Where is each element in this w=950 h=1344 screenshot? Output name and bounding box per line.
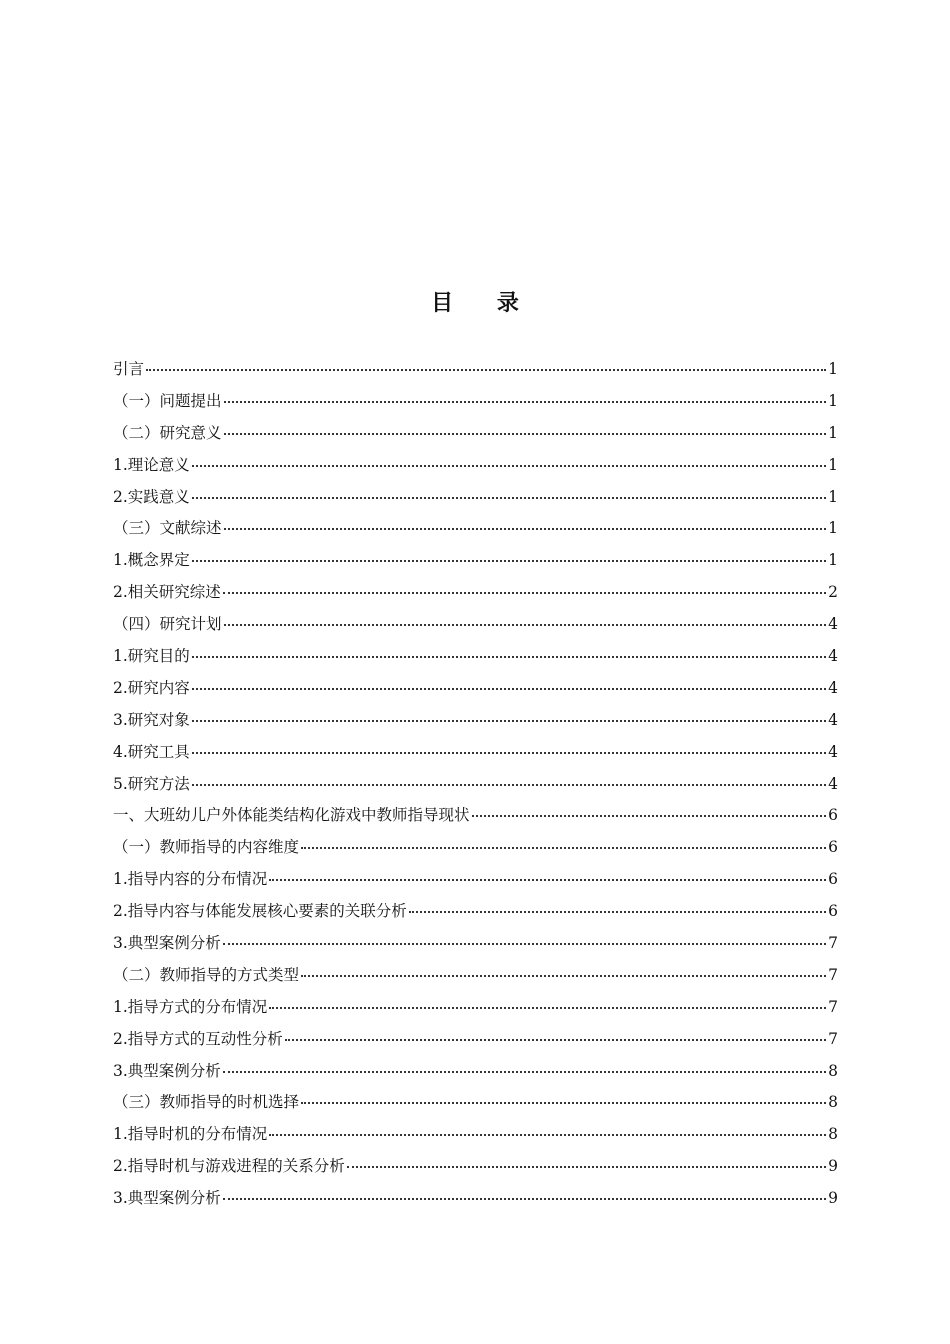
toc-entry-text: 2.指导内容与体能发展核心要素的关联分析 [113,902,407,921]
toc-page-number: 9 [828,1189,838,1208]
toc-dot-leader [472,814,827,817]
toc-dot-leader [192,496,826,499]
toc-dot-leader [223,1070,826,1073]
toc-entry[interactable] [113,386,838,418]
toc-entry-text: （二）教师指导的方式类型 [113,965,300,984]
toc-dot-leader [192,751,826,754]
toc-dot-leader [192,464,826,467]
toc-dot-leader [224,432,827,435]
toc-entry-text: 1.指导时机的分布情况 [113,1125,268,1144]
toc-entry[interactable] [113,418,838,450]
toc-entry-text: 2.指导时机与游戏进程的关系分析 [113,1157,345,1176]
toc-entry[interactable] [113,737,838,769]
toc-list [113,354,838,1215]
toc-dot-leader [269,878,826,881]
toc-dot-leader [269,1133,826,1136]
toc-page-number: 7 [828,934,838,953]
toc-entry[interactable] [113,450,838,482]
toc-dot-leader [192,719,826,722]
toc-entry[interactable] [113,1024,838,1056]
toc-entry-text: （四）研究计划 [113,615,222,634]
toc-dot-leader [269,1006,826,1009]
toc-entry-text: 2.研究内容 [113,678,190,697]
toc-page-number: 1 [828,391,838,410]
toc-dot-leader [301,846,826,849]
toc-entry[interactable] [113,896,838,928]
toc-entry[interactable] [113,1151,838,1183]
toc-entry[interactable] [113,577,838,609]
toc-entry[interactable] [113,705,838,737]
toc-entry[interactable] [113,1119,838,1151]
toc-page-number: 2 [828,583,838,602]
toc-page-number: 9 [828,1157,838,1176]
toc-entry-text: 1.指导内容的分布情况 [113,870,268,889]
toc-entry-text: 1.研究目的 [113,647,190,666]
toc-dot-leader [347,1165,826,1168]
toc-entry[interactable] [113,960,838,992]
toc-page-number: 6 [828,838,838,857]
toc-entry[interactable] [113,992,838,1024]
toc-dot-leader [146,368,826,371]
toc-page-number: 6 [828,870,838,889]
toc-dot-leader [192,655,826,658]
toc-dot-leader [285,1038,826,1041]
toc-entry[interactable] [113,609,838,641]
toc-entry-text: 3.研究对象 [113,710,190,729]
toc-entry[interactable] [113,800,838,832]
toc-page-number: 7 [828,997,838,1016]
toc-page-number: 6 [828,806,838,825]
toc-entry-text: 3.典型案例分析 [113,1189,221,1208]
toc-entry-text: 3.典型案例分析 [113,1061,221,1080]
toc-page-number: 8 [828,1125,838,1144]
toc-entry-text: 一、大班幼儿户外体能类结构化游戏中教师指导现状 [113,806,470,825]
toc-dot-leader [409,910,826,913]
toc-page-number: 6 [828,902,838,921]
toc-entry-text: 4.研究工具 [113,742,190,761]
toc-entry-text: 1.理论意义 [113,455,190,474]
toc-entry[interactable] [113,513,838,545]
toc-entry[interactable] [113,1183,838,1215]
toc-page-number: 4 [828,647,838,666]
toc-title: 目 录 [431,290,537,316]
toc-page-number: 4 [828,742,838,761]
toc-entry[interactable] [113,482,838,514]
toc-entry-text: （三）文献综述 [113,519,222,538]
toc-page-number: 7 [828,965,838,984]
toc-page-number: 1 [828,519,838,538]
toc-entry[interactable] [113,673,838,705]
toc-page-number: 4 [828,774,838,793]
toc-entry-text: 2.相关研究综述 [113,583,221,602]
toc-page-number: 1 [828,487,838,506]
toc-page-number: 8 [828,1061,838,1080]
toc-entry-text: 5.研究方法 [113,774,190,793]
toc-entry-text: （一）问题提出 [113,391,222,410]
toc-page-number: 4 [828,710,838,729]
toc-entry[interactable] [113,832,838,864]
toc-dot-leader [192,559,826,562]
toc-entry-text: 1.指导方式的分布情况 [113,997,268,1016]
toc-entry-text: （一）教师指导的内容维度 [113,838,300,857]
toc-entry[interactable] [113,1087,838,1119]
toc-entry[interactable] [113,1056,838,1088]
toc-dot-leader [223,1197,826,1200]
toc-entry-text: （二）研究意义 [113,423,222,442]
toc-entry[interactable] [113,864,838,896]
toc-dot-leader [224,400,827,403]
toc-dot-leader [224,623,827,626]
toc-page-number: 1 [828,360,838,378]
toc-page-number: 1 [828,551,838,570]
toc-entry-text: 1.概念界定 [113,551,190,570]
toc-dot-leader [192,783,826,786]
toc-page-number: 1 [828,423,838,442]
toc-dot-leader [224,527,827,530]
toc-entry[interactable] [113,354,838,386]
toc-page-number: 1 [828,455,838,474]
toc-dot-leader [192,687,826,690]
toc-dot-leader [223,591,826,594]
toc-entry[interactable] [113,928,838,960]
toc-page-number: 4 [828,615,838,634]
toc-dot-leader [223,942,826,945]
toc-entry-text: 2.实践意义 [113,487,190,506]
toc-page-number: 4 [828,678,838,697]
toc-entry-text: 3.典型案例分析 [113,934,221,953]
toc-entry[interactable] [113,769,838,801]
toc-entry-text: （三）教师指导的时机选择 [113,1093,300,1112]
toc-page-number: 8 [828,1093,838,1112]
toc-page-number: 7 [828,1029,838,1048]
toc-entry[interactable] [113,641,838,673]
toc-entry-text: 引言 [113,360,145,378]
toc-entry-text: 2.指导方式的互动性分析 [113,1029,283,1048]
toc-dot-leader [301,1101,826,1104]
toc-dot-leader [301,974,826,977]
toc-entry[interactable] [113,545,838,577]
